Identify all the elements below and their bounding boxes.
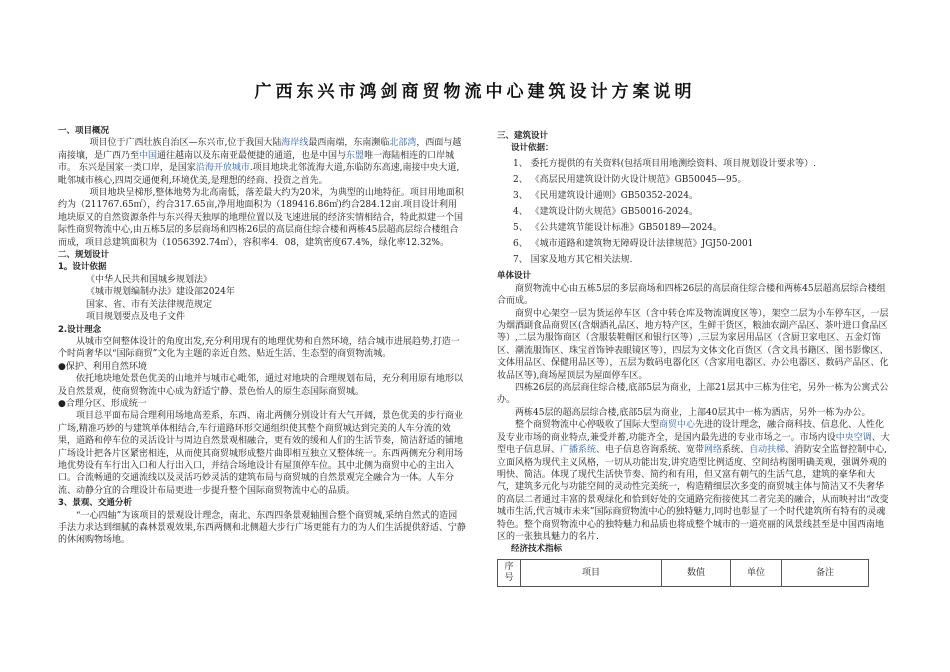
list-item: 4、 《建筑设计防火规范》GB50016-2024。	[513, 207, 698, 218]
table-header-cell: 项目	[521, 559, 662, 586]
bullet-paragraph: 项目总平面布局合理利用场地高差系，东西、南北两侧分别设计有大气开阔，景色优美的步行商业广场,精准巧妙的与建筑单体相结合,车行道路环形交通组织使其整个商贸城达到完美的人车分流的效果，道路和停车位的灵活设计与周边自然景观相融合，更有效的缓和人们的生活节奏，简洁舒适的铺地广场设计把各片区紧密相连，从而使其商贸城形成整片曲即相互独立又整体统一。东西两侧充分利用场地优势设有车行出入口和人行出入口，并结合场地设计有屋顶停车位。其中北侧为商贸中心的主出入口。合流畅通的交通流线以及灵活巧妙灵活的建筑布局与商贸城的自然景观完全融合为一体。人车分流、动静分宜的合理设计布局更进一步提升整个国际商贸物流中心的品质。	[58, 411, 464, 496]
text-run: 项目位于广西壮族自治区—东兴市,位于我国大陆	[89, 138, 282, 149]
subsection-heading: 2.设计理念	[58, 324, 102, 335]
design-basis-list	[497, 158, 892, 266]
hyperlink[interactable]: 广播系统	[560, 445, 597, 456]
hyperlink[interactable]: 东盟	[346, 150, 365, 161]
subsection-heading: 单体设计	[497, 271, 532, 282]
text-run: 先进的设计理念，融合商科技、信息化、人性化及专业市场的商业特点,兼受并蓄,功能齐全，是国内最先进的专业市场之一。市场内设	[497, 420, 885, 443]
text-run: 通往越南以及东南亚最便捷的通道，也是中国与	[157, 150, 347, 161]
list-item: 国家、省、市有关法律规范规定	[86, 299, 213, 310]
text-run: 、电子信息咨询系统、宽带	[596, 445, 705, 456]
design-concept-paragraph: 从城市空间整体设计的角度出发,充分利用现有的地理优势和自然环境，结合城市进展趋势,打造一个时尚奢华以“国际商贸”文化为主题的亲近自然、贴近生活、生态型的商贸物流城。	[58, 336, 460, 360]
text-run: 唯一海陆相连的口岸城市。 东兴是国家一类口岸，是国家	[58, 150, 455, 174]
subsection-heading: 设计依据：	[511, 143, 554, 154]
unit-paragraph: 两栋45层的超高层综合楼,底部5层为商业，上部40层其中一栋为酒店，另外一栋为办公。	[515, 407, 871, 418]
list-item: 6、 《城市道路和建筑物无障碍设计法律规范》JGJ50-2001	[513, 239, 754, 250]
text-run: 、消防安全监督控制中心,立面风格为现代主义风格，一切从功能出发,讲究造型比例适度、空间结构图明确美观，强调外观的明快、简洁。体现了现代生活快节奏、简约和有用，但又富有朝气的生活气息，建筑的豪华和大气，建筑多元化与功能空间的灵动性完美统一，构造精细层次多变的商贸城主体与简洁又不失奢华的高层二者通过丰富的景观绿化和恰到好处的交通路完衔接使其二者完美的融合，从而映衬出“改变城市生活,代言城市未来”国际商贸物流中心的独特魅力,同时也彰显了一个时代建筑所有特有的灵魂特色。整个商贸物流中心的独特魅力和品质也将成整个城市的一道亮丽的风景线甚至是中国西南地区的一张独具魅力的名片.	[497, 445, 889, 542]
list-item: 《中华人民共和国城乡规划法》	[86, 274, 213, 285]
text-run: .项目地块北邻流海大道,东临防东高速,南接中央大道,毗邻城市核心,四周交通便利,环境优美,是理想的经商、投资之首先。	[58, 163, 460, 186]
document-title: 广西东兴市鸿剑商贸物流中心建筑设计方案说明	[254, 82, 696, 102]
table-header-row	[498, 559, 869, 586]
section-heading: 二、规划设计	[58, 250, 110, 261]
unit-paragraph	[497, 419, 892, 543]
text-run: 最西南端，东南濒临	[308, 138, 390, 149]
list-item: 《城市规划编制办法》建设部2024年	[86, 287, 235, 298]
text-run: ，西面与越南接壤，是广西乃至	[58, 138, 462, 161]
bullet-heading: ●合理分区、形成统一	[58, 398, 147, 409]
list-item: 3、 《民用建筑设计通则》GB50352-2024。	[513, 191, 698, 202]
list-item: 项目规划要点及电子文件	[86, 312, 186, 323]
unit-paragraph: 四栋26层的高层商住综合楼,底部5层为商业，上部21层其中三栋为住宅，另外一栋为公寓式公办。	[497, 383, 889, 406]
text-run: 、大型电子信息屏、	[497, 432, 890, 456]
hyperlink[interactable]: 网络	[704, 445, 723, 456]
right-column	[497, 130, 892, 587]
overview-paragraph-2: 项目地块呈梯形,整体地势为北高南低，落差最大约为20米，为典型的山地特征。项目用地面积约为（211767.65㎡），约合317.65亩,净用地面积为（189416.86㎡)约合284.12亩.项目设计利用地块原又的自然资源条件与东兴得天独厚的地理位置以及飞速进展的经济实情相结合，特此拟建一个国际性商贸物流中心,由五栋5层的多层商场和四栋26层的高层商住综合楼和两栋45层超高层综合楼组合而成，项目总建筑面积为（1056392.74㎡），容积率4．08，建筑密度67.4%，绿化率12.32%。	[58, 188, 464, 248]
list-item: 7、 国家及地方其它相关法规.	[513, 255, 633, 266]
unit-paragraph: 商贸中心架空一层为货运停车区（含中转仓库及物流调度区等），架空二层为小车停车区，一层为烟酒副食品商贸区(含烟酒礼品区、地方特产区，生鲜干货区，粮油农副产品区、茶叶进口食品区等）,二层为服饰商区（含服装鞋帽区和银行区等）,三层为家居用品区（含厨卫家电区、五金灯饰区、潮流服饰区、珠宝首饰钟表眼镜区等），四层为文体文化百货区（含文具书籍区、图书影像区、文体用品区、保健用品区等），五层为数码电器化区（含家用电器区、办公电器区、数码产品区、化妆品区等),商场屋顶层为屋面停车区。	[497, 308, 889, 381]
hyperlink[interactable]: 北部湾	[389, 138, 417, 149]
bullet-heading: ●保护、利用自然环境	[58, 361, 147, 372]
unit-paragraph: 商贸物流中心由五栋5层的多层商场和四栋26层的高层商住综合楼和两栋45层超高层综合楼组合而成。	[497, 283, 886, 307]
table-header-cell: 备注	[782, 559, 869, 586]
list-item: 1、 委托方提供的有关资料(包括项目用地测绘资料、项目规划设计要求等）.	[513, 159, 816, 170]
hyperlink[interactable]: 沿海开放城市	[195, 163, 250, 174]
subsection-heading: 1。设计依据	[58, 262, 107, 273]
table-header-cell: 数值	[662, 559, 731, 586]
table-header-cell: 序 号	[498, 559, 521, 586]
overview-paragraph-1	[58, 137, 466, 187]
left-column	[58, 125, 466, 547]
bullet-paragraph: 依托地块地处景色优美的山地并与城市心毗邻，通过对地块的合理规划布局，充分利用原有地形以及自然景观，使商贸物流中心成为舒适宁静、景色怡人的原生态国际商贸城。	[58, 374, 464, 397]
text-run: 整个商贸物流中心停吸收了国际大型	[515, 420, 660, 431]
basis-list	[58, 274, 466, 324]
hyperlink[interactable]: 中央空调	[835, 432, 872, 443]
section-heading: 一、项目概况	[58, 126, 110, 136]
hyperlink[interactable]: 自动扶梯	[749, 445, 786, 456]
section-heading: 3、景观、交通分析	[58, 498, 132, 509]
landscape-paragraph: “一心四轴”为该项目的景观设计理念，南北、东西四条景观轴围合整个商贸城,采纳自然式的造园手法力求达到细腻的森林景观效果,东西两侧和北侧超大步行广场更能有力的为人们生活提供舒适、宁静的休闲购物场地。	[58, 510, 466, 546]
subsection-heading: 经济技术指标	[511, 544, 563, 555]
list-item: 2、 《高层民用建筑设计防火设计规范》GB50045—95。	[513, 175, 747, 186]
economic-indicators-table	[497, 559, 869, 587]
hyperlink[interactable]: 海岸线	[281, 138, 309, 149]
list-item: 5、 《公共建筑节能设计标准》GB50189—2024。	[513, 223, 722, 234]
hyperlink[interactable]: 商贸中心	[659, 420, 696, 431]
table-header-cell: 单位	[731, 559, 782, 586]
section-heading: 三、建筑设计	[497, 131, 549, 141]
text-run: 系统、	[722, 445, 750, 456]
hyperlink[interactable]: 中国	[139, 150, 158, 161]
